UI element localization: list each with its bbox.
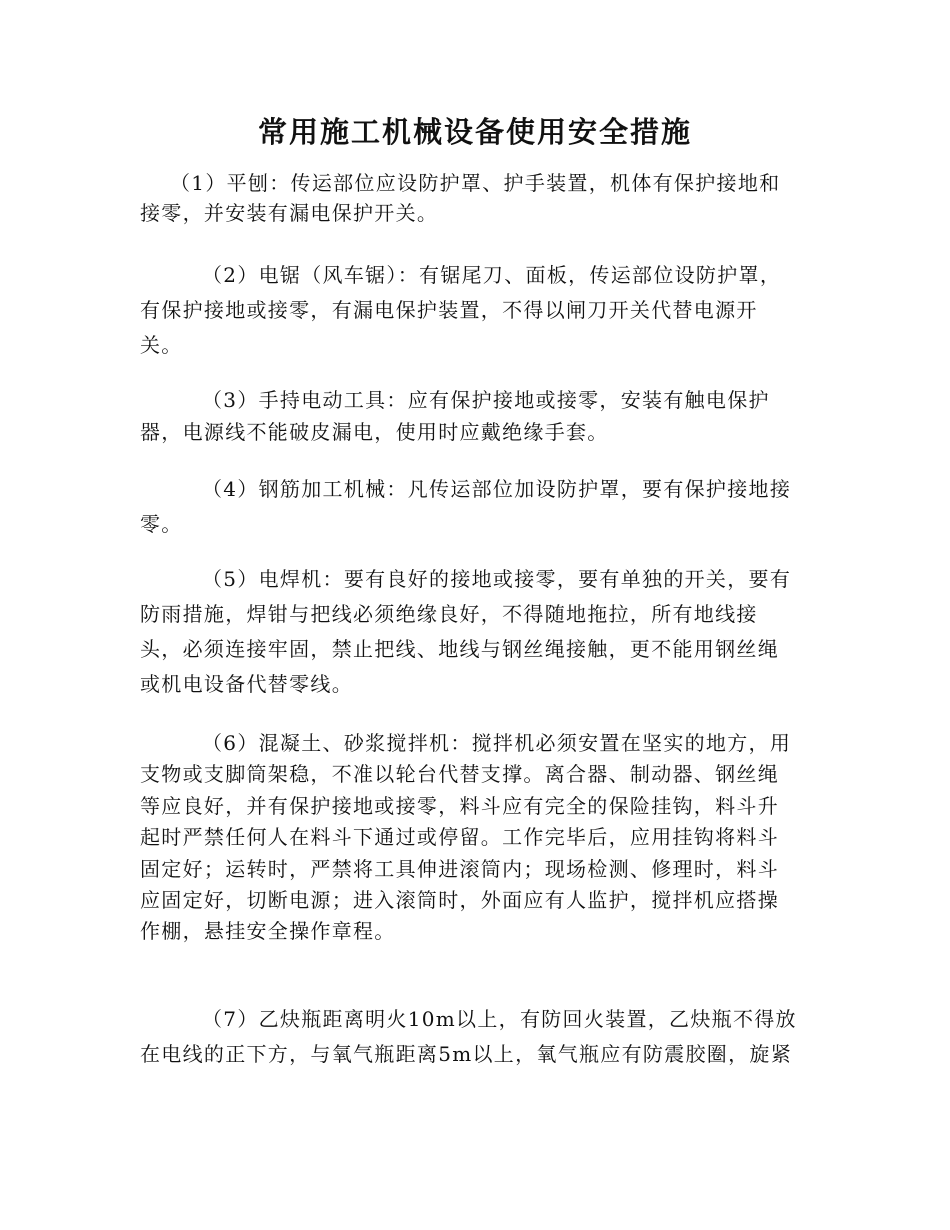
paragraph-line: 有保护接地或接零，有漏电保护装置，不得以闸刀开关代替电源开 xyxy=(140,298,758,322)
paragraph-1 xyxy=(140,168,812,228)
paragraph-line: （1）平刨：传运部位应设防护罩、护手装置，机体有保护接地和 xyxy=(170,171,781,195)
paragraph-line: 固定好；运转时，严禁将工具伸进滚筒内；现场检测、修理时，料斗 xyxy=(140,856,779,881)
paragraph-3 xyxy=(140,384,812,448)
paragraph-line: 防雨措施，焊钳与把线必须绝缘良好，不得随地拖拉，所有地线接 xyxy=(140,602,758,626)
paragraph-5 xyxy=(140,562,812,702)
paragraph-line: 支物或支脚筒架稳，不准以轮台代替支撑。离合器、制动器、钢丝绳 xyxy=(140,762,779,787)
paragraph-line: 或机电设备代替零线。 xyxy=(140,672,353,696)
paragraph-line: 头，必须连接牢固，禁止把线、地线与钢丝绳接触，更不能用钢丝绳 xyxy=(140,637,779,661)
paragraph-line: （6）混凝土、砂浆搅拌机：搅拌机必须安置在坚实的地方，用 xyxy=(202,731,792,755)
paragraph-line: （3）手持电动工具：应有保护接地或接零，安装有触电保护 xyxy=(202,388,770,412)
paragraph-line: 起时严禁任何人在料斗下通过或停留。工作完毕后，应用挂钩将料斗 xyxy=(140,825,779,850)
page-title: 常用施工机械设备使用安全措施 xyxy=(257,115,692,149)
paragraph-line: （5）电焊机：要有良好的接地或接零，要有单独的开关，要有 xyxy=(202,567,792,591)
paragraph-line: （4）钢筋加工机械：凡传运部位加设防护罩，要有保护接地接 xyxy=(202,477,792,501)
paragraph-6 xyxy=(140,728,812,948)
paragraph-line: （2）电锯（风车锯）：有锯尾刀、面板，传运部位设防护罩， xyxy=(202,263,782,287)
paragraph-line: 作棚，悬挂安全操作章程。 xyxy=(140,919,396,944)
paragraph-line: 应固定好，切断电源；进入滚筒时，外面应有人监护，搅拌机应搭操 xyxy=(140,887,779,912)
paragraph-2 xyxy=(140,258,812,363)
paragraph-line: 零。 xyxy=(140,512,183,536)
paragraph-line: （7）乙炔瓶距离明火10m以上，有防回火装置，乙炔瓶不得放 xyxy=(202,1007,797,1031)
paragraph-line: 器，电源线不能破皮漏电，使用时应戴绝缘手套。 xyxy=(140,420,609,444)
paragraph-line: 关。 xyxy=(140,333,183,357)
paragraph-7 xyxy=(140,1002,812,1072)
paragraph-line: 在电线的正下方，与氧气瓶距离5m以上，氧气瓶应有防震胶圈，旋紧 xyxy=(140,1042,792,1066)
paragraph-4 xyxy=(140,472,812,542)
paragraph-line: 等应良好，并有保护接地或接零，料斗应有完全的保险挂钩，料斗升 xyxy=(140,793,779,818)
paragraph-line: 接零，并安装有漏电保护开关。 xyxy=(140,201,439,225)
